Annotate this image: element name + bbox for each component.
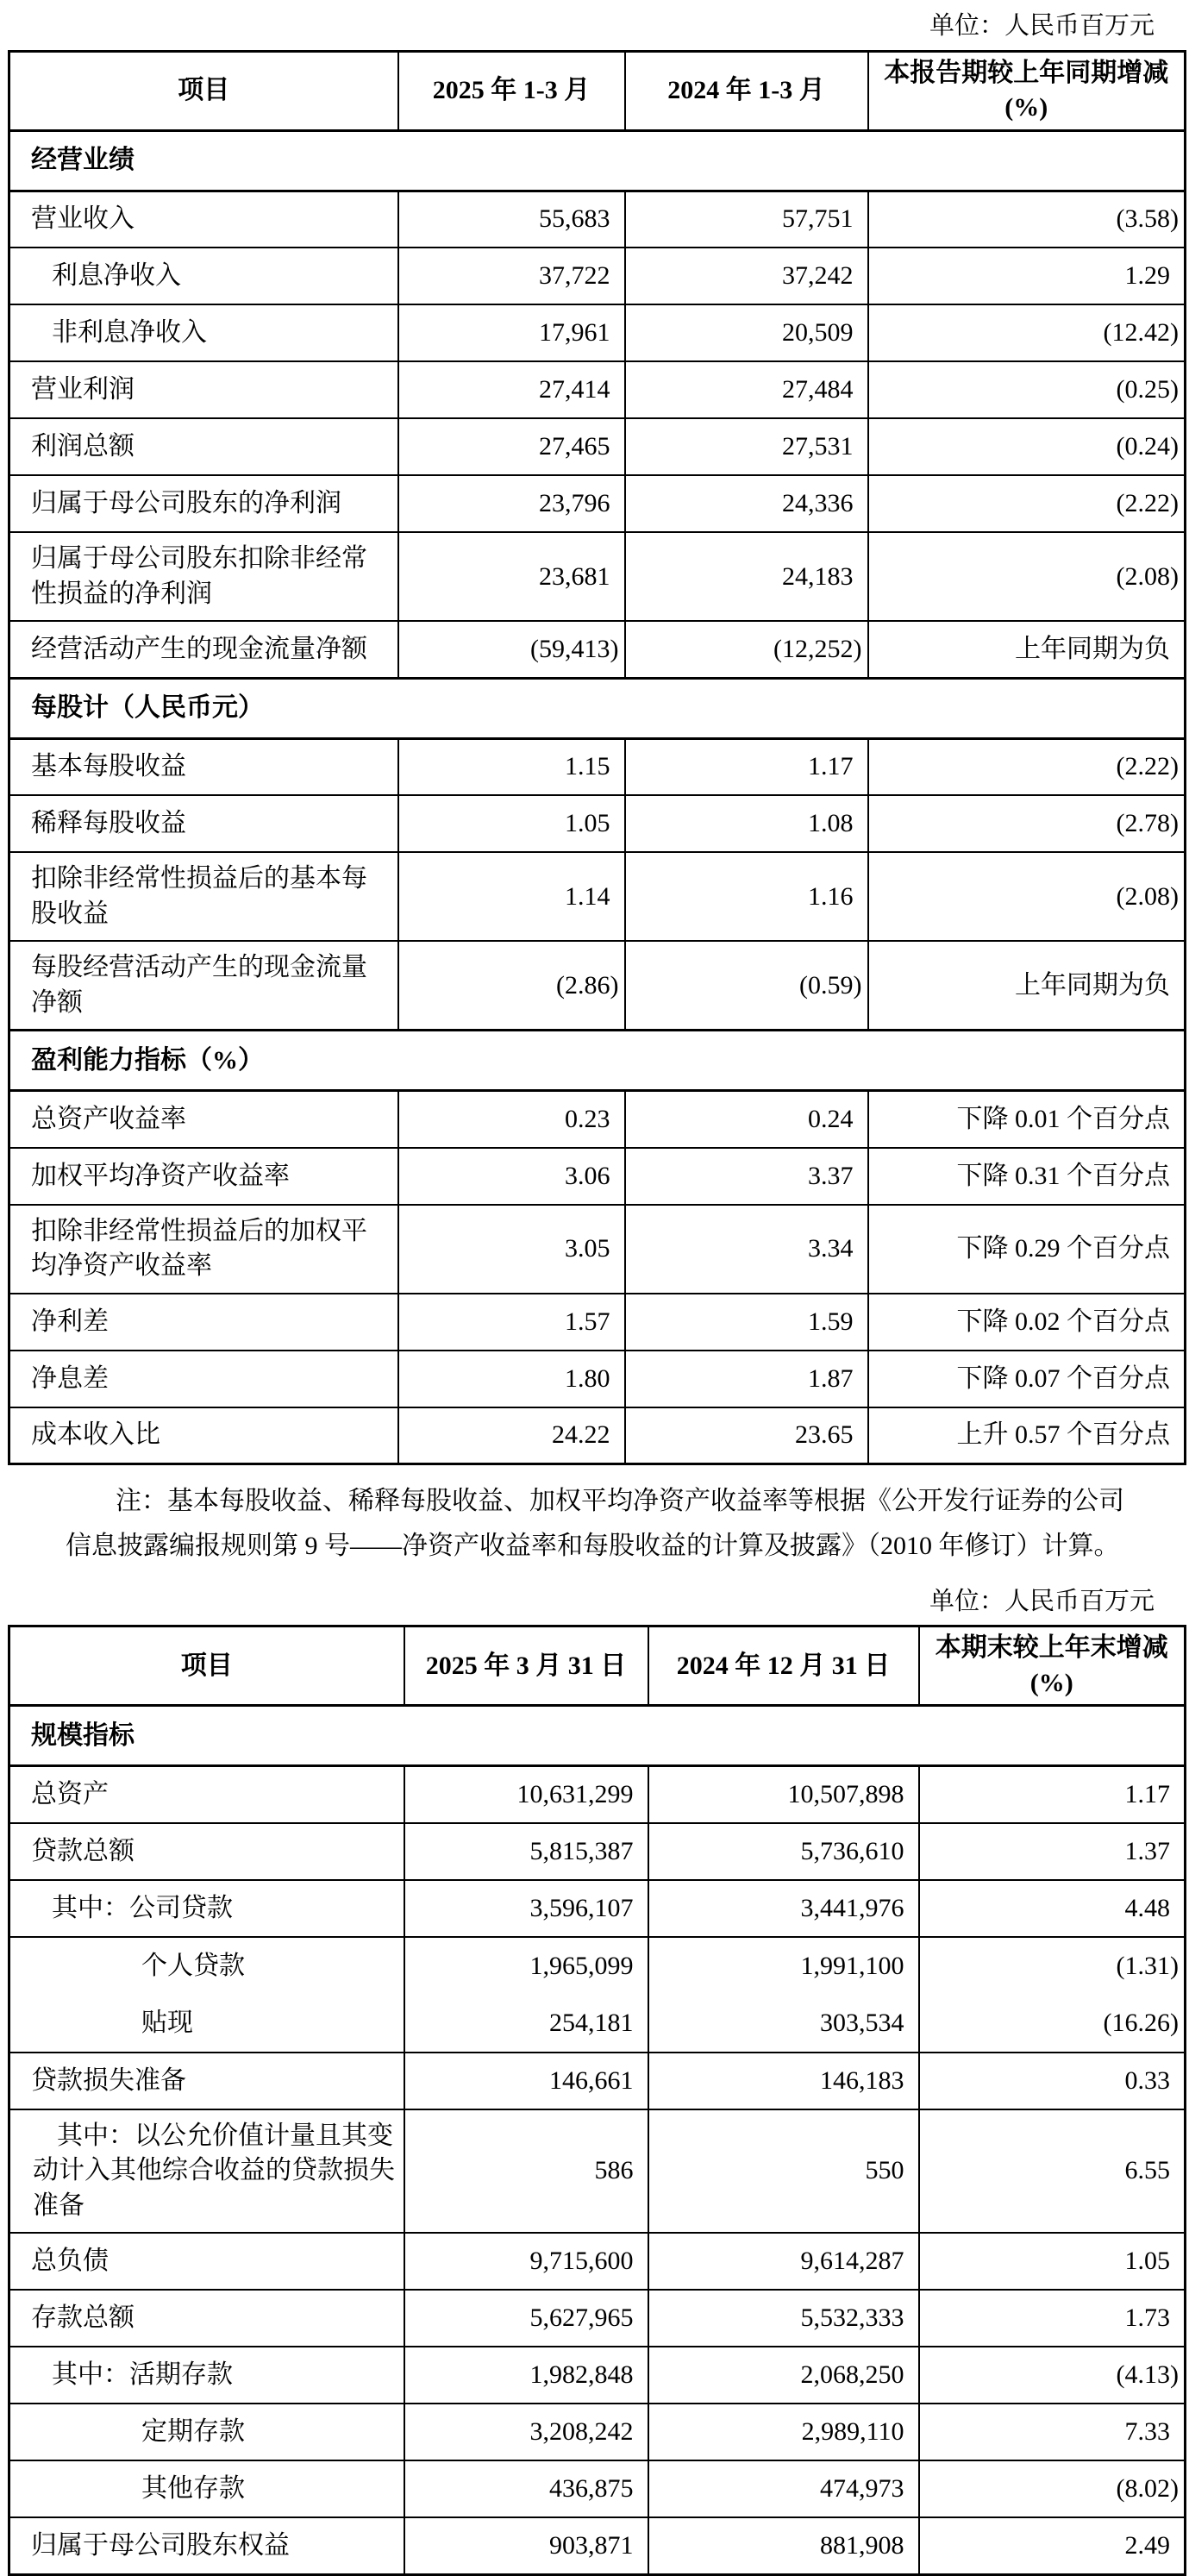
value-current-cell: 146,661 [404, 2053, 648, 2109]
value-current-cell: 24.22 [398, 1407, 625, 1464]
change-cell: (2.22) [868, 475, 1186, 532]
results-table-header [9, 51, 1186, 130]
item-label: 贴现 [141, 2008, 193, 2037]
item-label-cell: 总资产 [9, 1766, 404, 1823]
table-row [9, 2404, 1186, 2460]
value-current-cell: 436,875 [404, 2460, 648, 2517]
table-row [9, 475, 1186, 532]
change-cell [919, 1937, 1186, 2053]
change-cell: 6.55 [919, 2109, 1186, 2234]
change-cell: 1.17 [919, 1766, 1186, 1823]
cell-value: (1.31) [1116, 1951, 1179, 1980]
value-current-cell: (2.86) [398, 941, 625, 1031]
table-row [9, 852, 1186, 941]
value-current-cell: 5,627,965 [404, 2290, 648, 2347]
change-cell: 0.33 [919, 2053, 1186, 2109]
value-prior-cell: 1.16 [625, 852, 868, 941]
value-current-cell: 23,796 [398, 475, 625, 532]
value-current-cell: 3,596,107 [404, 1880, 648, 1937]
value-current-cell: 27,414 [398, 361, 625, 418]
table-row [9, 1823, 1186, 1880]
cell-value: 1,991,100 [800, 1951, 904, 1980]
item-label-cell: 成本收入比 [9, 1407, 398, 1464]
results-table-body [9, 130, 1186, 1464]
table-row [9, 1880, 1186, 1937]
table-row [9, 1407, 1186, 1464]
change-cell: (0.24) [868, 418, 1186, 475]
value-prior-cell: 5,532,333 [648, 2290, 919, 2347]
change-cell: (2.78) [868, 795, 1186, 852]
item-label-cell: 其中：公司贷款 [9, 1880, 404, 1937]
value-prior-cell: 5,736,610 [648, 1823, 919, 1880]
section-title: 盈利能力指标（%） [9, 1031, 1186, 1091]
item-label-cell: 归属于母公司股东权益 [9, 2517, 404, 2574]
cell-value: (16.26) [1103, 2008, 1179, 2037]
table-row [9, 532, 1186, 621]
change-cell: 下降 0.31 个百分点 [868, 1148, 1186, 1205]
table-row [9, 1351, 1186, 1407]
value-prior-cell: (0.59) [625, 941, 868, 1031]
change-cell: (8.02) [919, 2460, 1186, 2517]
scale-table-header [9, 1626, 1186, 1706]
value-current-cell: 3,208,242 [404, 2404, 648, 2460]
value-prior-cell: 3,441,976 [648, 1880, 919, 1937]
item-label-cell: 总资产收益率 [9, 1091, 398, 1148]
item-label-cell: 非利息净收入 [9, 304, 398, 361]
col-header-change-line1: 本期末较上年末增减 [935, 1633, 1168, 1663]
value-current-cell: 3.06 [398, 1148, 625, 1205]
value-prior-cell: 57,751 [625, 191, 868, 248]
table-row [9, 1294, 1186, 1351]
item-label-cell: 利息净收入 [9, 248, 398, 304]
section-title: 规模指标 [9, 1706, 1186, 1766]
col-header-change-line1: 本报告期较上年同期增减 [884, 58, 1169, 87]
value-current-cell: 1,982,848 [404, 2347, 648, 2404]
col-header-2025-date: 2025 年 3 月 31 日 [404, 1626, 648, 1706]
header-row [9, 1626, 1186, 1706]
change-cell: (4.13) [919, 2347, 1186, 2404]
value-prior-cell: 1.59 [625, 1294, 868, 1351]
item-label-cell: 营业利润 [9, 361, 398, 418]
item-label-cell: 每股经营活动产生的现金流量净额 [9, 941, 398, 1031]
change-cell: 上年同期为负 [868, 941, 1186, 1031]
table-row [9, 2290, 1186, 2347]
table-row [9, 1148, 1186, 1205]
value-prior-cell: 10,507,898 [648, 1766, 919, 1823]
unit-label-middle: 单位：人民币百万元 [929, 1587, 1155, 1615]
change-cell: 下降 0.01 个百分点 [868, 1091, 1186, 1148]
table-row [9, 361, 1186, 418]
col-header-item: 项目 [9, 51, 398, 130]
value-current-cell: 586 [404, 2109, 648, 2234]
value-prior-cell [648, 1937, 919, 2053]
value-current-cell: 37,722 [398, 248, 625, 304]
section-row [9, 130, 1186, 191]
col-header-change [868, 51, 1186, 130]
value-current-cell: 1.57 [398, 1294, 625, 1351]
table-row [9, 1205, 1186, 1294]
item-label-cell: 归属于母公司股东扣除非经常性损益的净利润 [9, 532, 398, 621]
table-row [9, 304, 1186, 361]
change-cell: 2.49 [919, 2517, 1186, 2574]
value-prior-cell: 1.08 [625, 795, 868, 852]
value-current-cell: 23,681 [398, 532, 625, 621]
value-prior-cell: 23.65 [625, 1407, 868, 1464]
value-prior-cell: 27,484 [625, 361, 868, 418]
item-label-cell: 归属于母公司股东的净利润 [9, 475, 398, 532]
value-current-cell: 9,715,600 [404, 2233, 648, 2290]
change-cell: 1.37 [919, 1823, 1186, 1880]
value-prior-cell: 24,183 [625, 532, 868, 621]
value-prior-cell: 9,614,287 [648, 2233, 919, 2290]
value-current-cell: 1.15 [398, 738, 625, 795]
change-cell: 上升 0.57 个百分点 [868, 1407, 1186, 1464]
value-current-cell: 17,961 [398, 304, 625, 361]
col-header-2024-date: 2024 年 12 月 31 日 [648, 1626, 919, 1706]
col-header-change [919, 1626, 1186, 1706]
footnote: 注：基本每股收益、稀释每股收益、加权平均净资产收益率等根据《公开发行证券的公司信息披露编报规则第 9 号——净资产收益率和每股收益的计算及披露》（2010 年修订）计算。 [66, 1487, 1124, 1560]
table-row [9, 941, 1186, 1031]
item-label: 个人贷款 [141, 1951, 245, 1980]
table-row [9, 2053, 1186, 2109]
change-cell: 下降 0.29 个百分点 [868, 1205, 1186, 1294]
item-label-cell: 贷款总额 [9, 1823, 404, 1880]
value-current-cell: 5,815,387 [404, 1823, 648, 1880]
change-cell: (2.08) [868, 532, 1186, 621]
value-current-cell [404, 1937, 648, 2053]
change-cell: 7.33 [919, 2404, 1186, 2460]
item-label-cell: 存款总额 [9, 2290, 404, 2347]
value-current-cell: 3.05 [398, 1205, 625, 1294]
value-prior-cell: 1.17 [625, 738, 868, 795]
item-label-cell: 经营活动产生的现金流量净额 [9, 621, 398, 678]
table-row [9, 795, 1186, 852]
item-label-cell: 其中：以公允价值计量且其变动计入其他综合收益的贷款损失准备 [9, 2109, 404, 2234]
item-label-cell: 总负债 [9, 2233, 404, 2290]
item-label-cell: 基本每股收益 [9, 738, 398, 795]
item-label-cell [9, 1937, 404, 2053]
cell-value: 303,534 [820, 2008, 904, 2037]
section-row [9, 678, 1186, 738]
value-prior-cell: 3.34 [625, 1205, 868, 1294]
value-prior-cell: 474,973 [648, 2460, 919, 2517]
change-cell: (2.22) [868, 738, 1186, 795]
value-prior-cell: 37,242 [625, 248, 868, 304]
table-row [9, 1766, 1186, 1823]
value-current-cell: 55,683 [398, 191, 625, 248]
results-table [8, 50, 1186, 1466]
table-row [9, 1091, 1186, 1148]
item-label-cell: 利润总额 [9, 418, 398, 475]
change-cell: 下降 0.02 个百分点 [868, 1294, 1186, 1351]
item-label-cell: 加权平均净资产收益率 [9, 1148, 398, 1205]
change-cell: (0.25) [868, 361, 1186, 418]
value-prior-cell: 881,908 [648, 2517, 919, 2574]
table-row [9, 621, 1186, 678]
col-header-2025-period: 2025 年 1-3 月 [398, 51, 625, 130]
item-label-cell: 净利差 [9, 1294, 398, 1351]
value-prior-cell: 2,989,110 [648, 2404, 919, 2460]
change-cell: 1.29 [868, 248, 1186, 304]
value-current-cell: 10,631,299 [404, 1766, 648, 1823]
change-cell: 下降 0.07 个百分点 [868, 1351, 1186, 1407]
table-row-grouped [9, 1937, 1186, 2053]
change-cell: (12.42) [868, 304, 1186, 361]
item-label-cell: 其他存款 [9, 2460, 404, 2517]
item-label-cell: 扣除非经常性损益后的加权平均净资产收益率 [9, 1205, 398, 1294]
value-current-cell: 1.14 [398, 852, 625, 941]
table-row [9, 2517, 1186, 2574]
table-row [9, 2460, 1186, 2517]
change-cell: 1.05 [919, 2233, 1186, 2290]
col-header-2024-period: 2024 年 1-3 月 [625, 51, 868, 130]
value-current-cell: 1.05 [398, 795, 625, 852]
item-label-cell: 营业收入 [9, 191, 398, 248]
table-row [9, 191, 1186, 248]
table-row [9, 248, 1186, 304]
change-cell: (2.08) [868, 852, 1186, 941]
col-header-change-line2: (%) [1004, 93, 1048, 122]
value-current-cell: 27,465 [398, 418, 625, 475]
table-row [9, 418, 1186, 475]
value-current-cell: 0.23 [398, 1091, 625, 1148]
item-label-cell: 净息差 [9, 1351, 398, 1407]
value-prior-cell: 1.87 [625, 1351, 868, 1407]
cell-value: 254,181 [549, 2008, 634, 2037]
change-cell: 上年同期为负 [868, 621, 1186, 678]
value-prior-cell: 2,068,250 [648, 2347, 919, 2404]
value-prior-cell: 0.24 [625, 1091, 868, 1148]
section-row [9, 1706, 1186, 1766]
section-row [9, 1031, 1186, 1091]
value-current-cell: (59,413) [398, 621, 625, 678]
cell-value: 1,965,099 [529, 1951, 634, 1980]
scale-table-body [9, 1706, 1186, 2575]
item-label-cell: 其中：活期存款 [9, 2347, 404, 2404]
col-header-change-line2: (%) [1029, 1668, 1073, 1697]
item-label-cell: 定期存款 [9, 2404, 404, 2460]
section-title: 经营业绩 [9, 130, 1186, 191]
item-label-cell: 稀释每股收益 [9, 795, 398, 852]
change-cell: 1.73 [919, 2290, 1186, 2347]
section-title: 每股计（人民币元） [9, 678, 1186, 738]
value-current-cell: 1.80 [398, 1351, 625, 1407]
value-prior-cell: 27,531 [625, 418, 868, 475]
table-row [9, 2347, 1186, 2404]
value-prior-cell: 24,336 [625, 475, 868, 532]
value-prior-cell: (12,252) [625, 621, 868, 678]
scale-table [8, 1625, 1186, 2576]
item-label-cell: 贷款损失准备 [9, 2053, 404, 2109]
header-row [9, 51, 1186, 130]
value-prior-cell: 146,183 [648, 2053, 919, 2109]
item-label-cell: 扣除非经常性损益后的基本每股收益 [9, 852, 398, 941]
table-row [9, 738, 1186, 795]
change-cell: 4.48 [919, 1880, 1186, 1937]
unit-label-top: 单位：人民币百万元 [929, 12, 1155, 40]
table-row [9, 2233, 1186, 2290]
value-prior-cell: 20,509 [625, 304, 868, 361]
value-current-cell: 903,871 [404, 2517, 648, 2574]
change-cell: (3.58) [868, 191, 1186, 248]
value-prior-cell: 550 [648, 2109, 919, 2234]
value-prior-cell: 3.37 [625, 1148, 868, 1205]
table-row [9, 2109, 1186, 2234]
col-header-item: 项目 [9, 1626, 404, 1706]
